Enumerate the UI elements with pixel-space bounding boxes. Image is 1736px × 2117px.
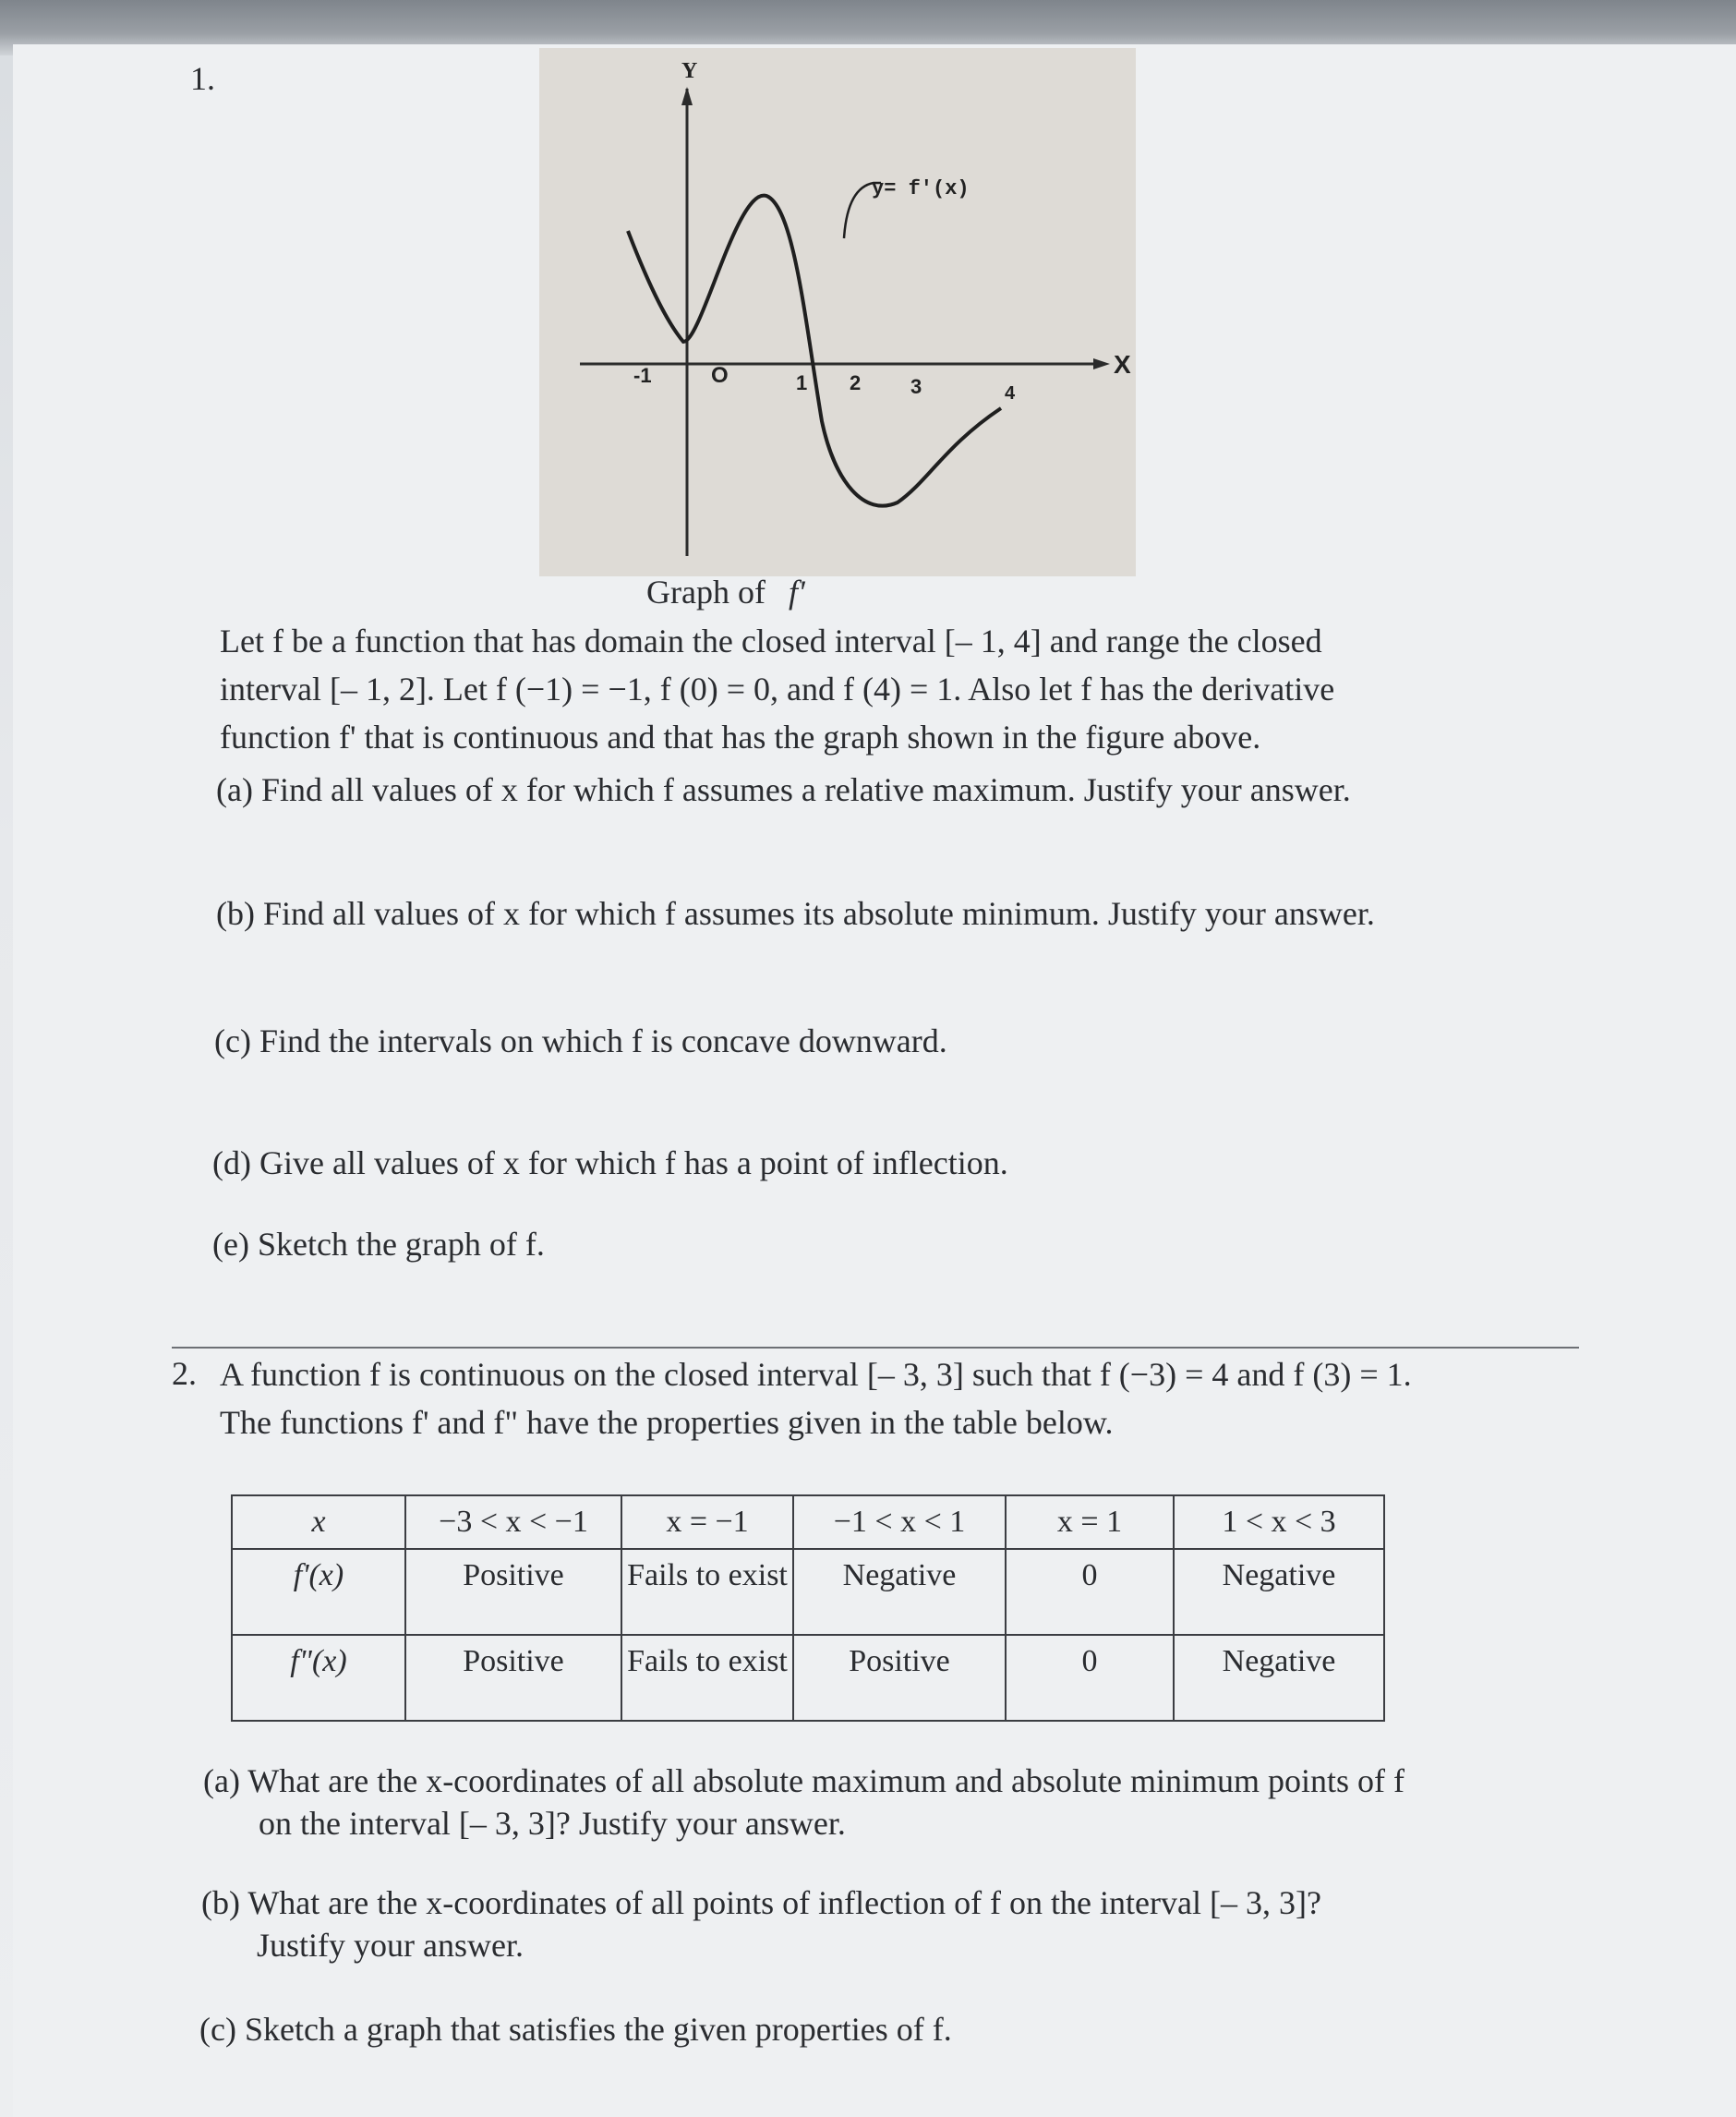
properties-table xyxy=(231,1494,1385,1722)
tick-label-3: 3 xyxy=(910,375,922,398)
table-row-label: f"(x) xyxy=(232,1635,405,1721)
x-axis-arrow xyxy=(1093,358,1110,369)
problem-1-intro xyxy=(220,617,1334,761)
intro-line: Let f be a function that has domain the closed interval [– 1, 4] and range the closed xyxy=(220,623,1322,659)
intro-line: The functions f' and f" have the properties given in the table below. xyxy=(220,1404,1114,1441)
table-cell: Fails to exist xyxy=(621,1635,793,1721)
table-cell: Fails to exist xyxy=(621,1549,793,1635)
part-line: Justify your answer. xyxy=(257,1927,524,1964)
table-cell: Negative xyxy=(793,1549,1006,1635)
table-header-cell: 1 < x < 3 xyxy=(1174,1495,1384,1549)
table-cell: 0 xyxy=(1006,1635,1174,1721)
y-axis-arrow xyxy=(681,87,693,105)
table-header-cell: x xyxy=(232,1495,405,1549)
problem-1-part-b: (b) Find all values of x for which f assumes its absolute minimum. Justify your answer. xyxy=(216,895,1375,932)
problem-1-part-e: (e) Sketch the graph of f. xyxy=(212,1226,545,1263)
table-header-row xyxy=(232,1495,1384,1549)
table-cell: Positive xyxy=(405,1635,621,1721)
intro-line: A function f is continuous on the closed interval [– 3, 3] such that f (−3) = 4 and f (3) = 1. xyxy=(220,1356,1412,1393)
derivative-graph-figure xyxy=(539,48,1136,576)
tick-label-1: 1 xyxy=(796,371,808,394)
table-header-cell: x = −1 xyxy=(621,1495,793,1549)
problem-2-part-a xyxy=(203,1757,1404,1847)
problem-1-part-c: (c) Find the intervals on which f is concave downward. xyxy=(214,1022,947,1059)
derivative-curve xyxy=(628,196,1001,506)
table-cell: Negative xyxy=(1174,1635,1384,1721)
table-cell: 0 xyxy=(1006,1549,1174,1635)
table-header-cell: x = 1 xyxy=(1006,1495,1174,1549)
problem-1-number: 1. xyxy=(190,60,215,97)
table-cell: Negative xyxy=(1174,1549,1384,1635)
tick-label-4: 4 xyxy=(1005,383,1016,404)
problem-1-part-a: (a) Find all values of x for which f assumes a relative maximum. Justify your answer. xyxy=(216,771,1351,808)
tick-label-neg1: -1 xyxy=(633,364,652,387)
y-axis-label: Y xyxy=(681,59,698,83)
problem-2-intro xyxy=(220,1350,1412,1446)
figure-caption xyxy=(646,573,805,611)
intro-line: function f' that is continuous and that has the graph shown in the figure above. xyxy=(220,719,1261,756)
x-axis-label: X xyxy=(1114,350,1131,379)
table-header-cell: −3 < x < −1 xyxy=(405,1495,621,1549)
table-row-label: f'(x) xyxy=(232,1549,405,1635)
table-row xyxy=(232,1635,1384,1721)
table-row xyxy=(232,1549,1384,1635)
problem-2-number: 2. xyxy=(172,1355,197,1392)
part-line: on the interval [– 3, 3]? Justify your answer. xyxy=(259,1805,846,1842)
intro-line: interval [– 1, 2]. Let f (−1) = −1, f (0) = 0, and f (4) = 1. Also let f has the derivative xyxy=(220,671,1335,708)
table-header-cell: −1 < x < 1 xyxy=(793,1495,1006,1549)
derivative-graph xyxy=(539,48,1136,576)
curve-label: y= f'(x) xyxy=(872,177,970,200)
problem-2-part-c: (c) Sketch a graph that satisfies the given properties of f. xyxy=(199,2011,952,2048)
table-cell: Positive xyxy=(793,1635,1006,1721)
part-line: (a) What are the x-coordinates of all absolute maximum and absolute minimum points of f xyxy=(203,1762,1404,1799)
tick-label-2: 2 xyxy=(850,371,862,394)
part-line: (b) What are the x-coordinates of all points of inflection of f on the interval [– 3, 3]? xyxy=(201,1884,1321,1921)
caption-text: Graph of xyxy=(646,574,766,611)
tick-label-origin: O xyxy=(711,363,729,388)
problem-1-part-d: (d) Give all values of x for which f has a point of inflection. xyxy=(212,1144,1008,1181)
section-divider xyxy=(172,1347,1579,1349)
table-cell: Positive xyxy=(405,1549,621,1635)
problem-2-part-b xyxy=(201,1879,1321,1969)
caption-math: f' xyxy=(788,574,805,611)
